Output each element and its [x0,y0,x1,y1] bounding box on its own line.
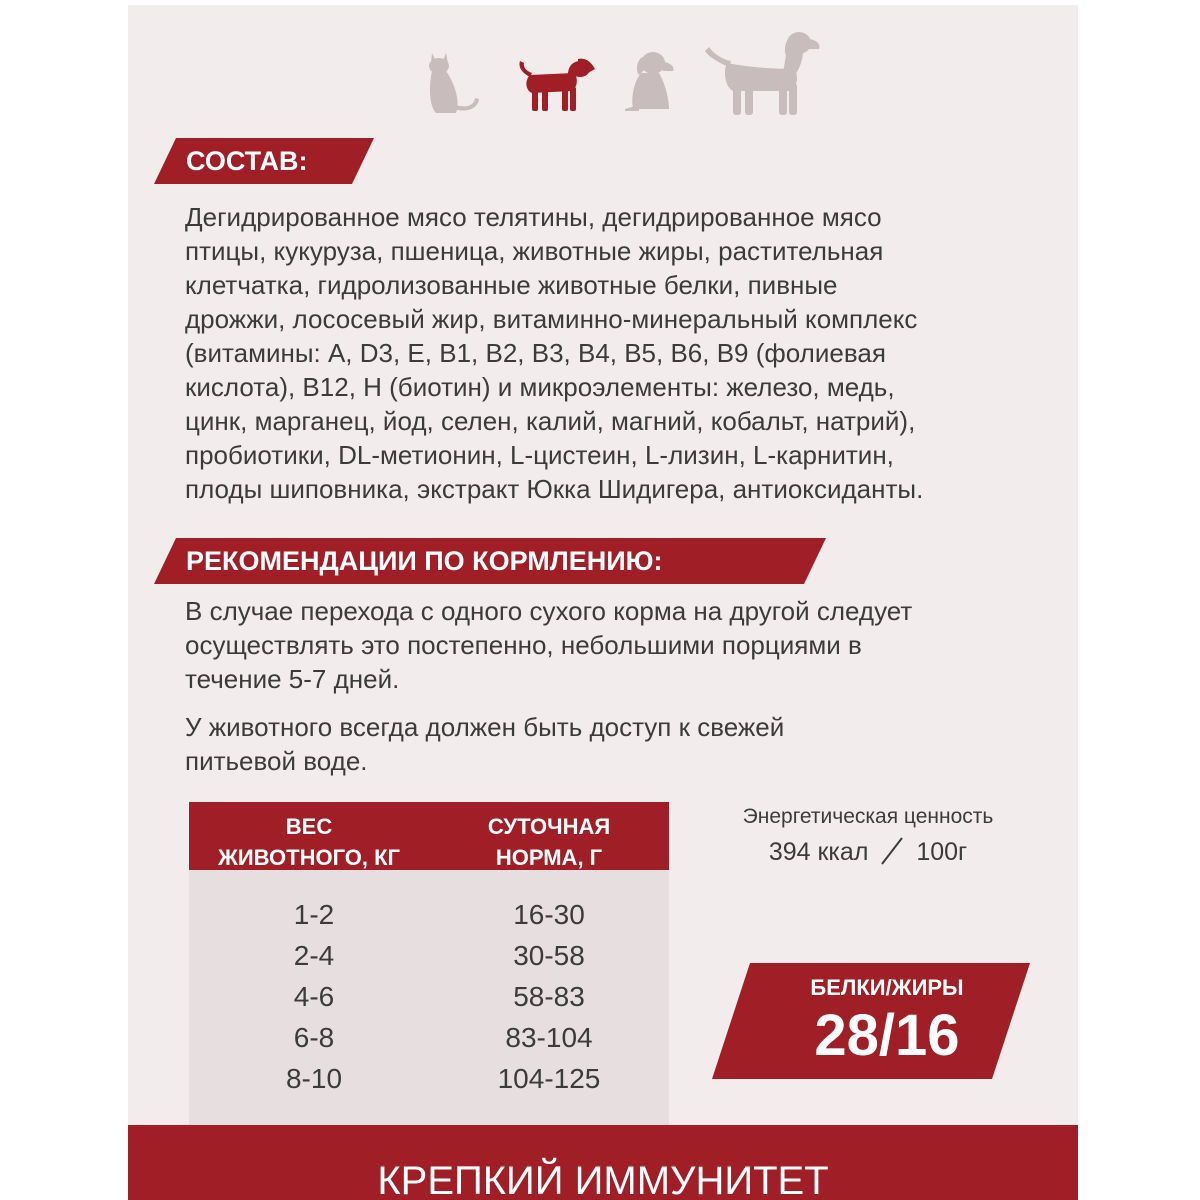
table-row [189,935,669,976]
norm-column-header [439,811,659,873]
weight-header-line: ВЕС [285,814,333,839]
large-dog-icon [703,29,821,117]
cat-icon [424,49,484,117]
table-row [189,894,669,935]
norm-header-line: СУТОЧНАЯ [487,814,611,839]
feeding-line: осуществлять это постепенно, небольшими порциями в [185,630,862,660]
puppy-icon [623,49,679,115]
energy-unit: 100г [916,838,968,866]
norm-header-line: НОРМА, Г [495,845,603,870]
composition-heading [154,138,374,184]
energy-title: Энергетическая ценность [742,805,994,828]
composition-line: цинк, марганец, йод, селен, калий, магний, кобальт, натрий), [185,406,916,436]
product-info-panel [128,5,1078,1200]
feeding-paragraph-1 [185,594,1055,696]
animal-type-icons [128,5,1078,135]
composition-line: клетчатка, гидролизованные животные белки, пивные [185,270,838,300]
weight-cell: 2-4 [293,940,335,971]
energy-value-block [688,802,1048,872]
norm-cell: 16-30 [513,899,585,930]
composition-line: пробиотики, DL-метионин, L-цистеин, L-лизин, L-карнитин, [185,440,894,470]
table-row [189,976,669,1017]
feeding-line: питьевой воде. [185,746,368,776]
table-row [189,1058,669,1099]
composition-line: птицы, кукуруза, пшеница, животные жиры, растительная [185,236,884,266]
feeding-line: течение 5-7 дней. [185,664,400,694]
feeding-line: У животного всегда должен быть доступ к свежей [185,712,785,742]
protein-fat-label: БЕЛКИ/ЖИРЫ [810,975,964,1000]
weight-cell: 8-10 [285,1063,343,1094]
composition-text [185,200,1055,506]
norm-cell: 104-125 [497,1063,601,1094]
composition-line: Дегидрированное мясо телятины, дегидрированное мясо [185,202,882,232]
footer-banner [128,1125,1078,1200]
table-row [189,1017,669,1058]
composition-line: кислота), B12, H (биотин) и микроэлементы: железо, медь, [185,372,895,402]
composition-line: (витамины: A, D3, E, B1, B2, B3, B4, B5, B6, B9 (фолиевая [185,338,886,368]
protein-fat-badge [712,963,1030,1079]
energy-value-line [688,832,1048,872]
norm-cell: 83-104 [505,1022,593,1053]
weight-column-header [199,811,419,873]
feeding-table-header [189,802,669,870]
slash-divider [875,832,909,872]
feeding-heading [154,538,826,584]
protein-fat-value: 28/16 [814,1003,960,1068]
weight-header-line: ЖИВОТНОГО, КГ [217,845,400,870]
weight-cell: 1-2 [293,899,335,930]
feeding-heading-label: РЕКОМЕНДАЦИИ ПО КОРМЛЕНИЮ: [186,546,663,576]
composition-heading-label: СОСТАВ: [186,146,308,176]
composition-line: дрожжи, лососевый жир, витаминно-минеральный комплекс [185,304,918,334]
energy-kcal: 394 ккал [768,838,869,866]
feeding-line: В случае перехода с одного сухого корма на другой следует [185,596,913,626]
weight-cell: 4-6 [293,981,335,1012]
weight-cell: 6-8 [293,1022,335,1053]
norm-cell: 58-83 [513,981,585,1012]
footer-text: КРЕПКИЙ ИММУНИТЕТ [377,1159,829,1200]
composition-line: плоды шиповника, экстракт Юкка Шидигера, антиоксиданты. [185,474,924,504]
small-dog-icon [516,55,598,115]
feeding-paragraph-2 [185,710,1055,778]
norm-cell: 30-58 [513,940,585,971]
